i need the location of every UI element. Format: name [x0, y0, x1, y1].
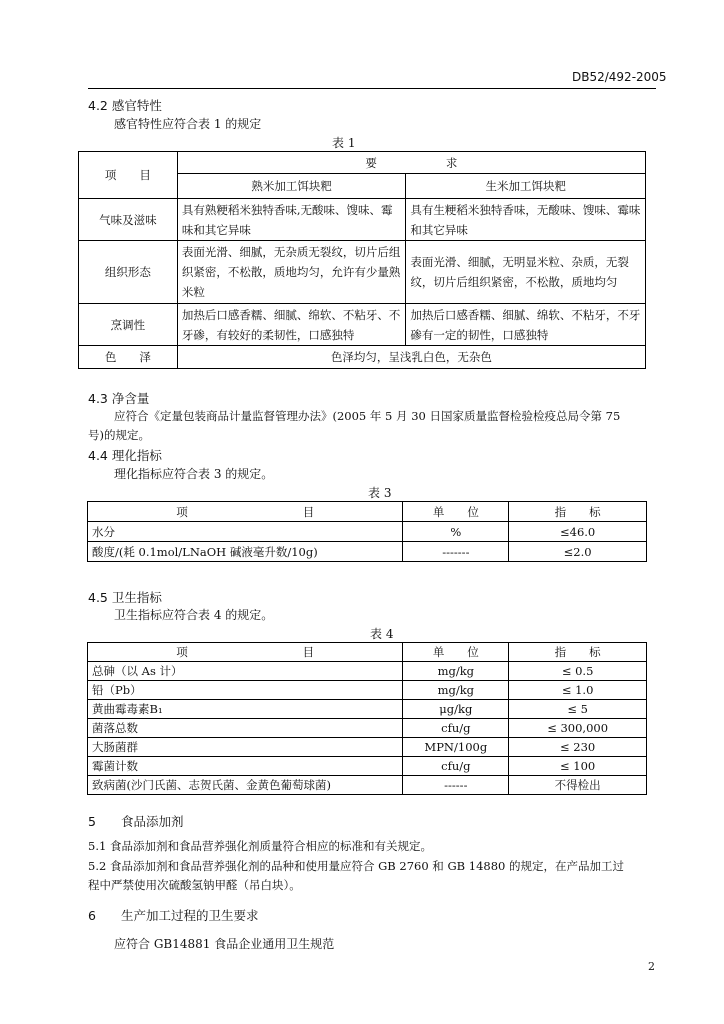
table4-cell-item: 霉菌计数	[88, 757, 403, 776]
section-4-4-intro: 理化指标应符合表 3 的规定。	[114, 467, 274, 481]
table-1	[78, 151, 646, 369]
table4-cell-unit: mg/kg	[403, 662, 509, 681]
section-5-1-text: 5.1 食品添加剂和食品营养强化剂质量符合相应的标准和有关规定。	[88, 839, 432, 853]
table4-cell-item: 致病菌(沙门氏菌、志贺氏菌、金黄色葡萄球菌)	[88, 776, 403, 795]
table4-cell-unit: MPN/100g	[403, 738, 509, 757]
table3-cell-unit: %	[403, 522, 509, 542]
table1-cell-raw: 加热后口感香糯、细腻、绵软、不粘牙，不牙碜有一定的韧性，口感独特	[406, 304, 646, 346]
table4-cell-unit: cfu/g	[403, 757, 509, 776]
table4-header-unit: 单 位	[403, 643, 509, 662]
table1-cell-color-requirement: 色泽均匀，呈浅乳白色，无杂色	[177, 346, 645, 369]
table1-header-cooked: 熟米加工饵块粑	[177, 174, 406, 199]
section-4-2-intro: 感官特性应符合表 1 的规定	[114, 117, 262, 131]
table1-cell-raw: 表面光滑、细腻，无明显米粒、杂质，无裂纹，切片后组织紧密，不松散，质地均匀	[406, 241, 646, 304]
table4-cell-value: ≤ 230	[509, 738, 647, 757]
section-6-text: 应符合 GB14881 食品企业通用卫生规范	[114, 937, 335, 951]
section-4-4-title: 4.4 理化指标	[88, 448, 162, 463]
table4-cell-unit: μg/kg	[403, 700, 509, 719]
table1-cell-raw: 具有生粳稻米独特香味，无酸味、馊味、霉味和其它异味	[406, 199, 646, 241]
page-number: 2	[648, 960, 655, 973]
table4-cell-value: ≤ 1.0	[509, 681, 647, 700]
table3-header-unit: 单 位	[403, 502, 509, 522]
section-4-3-title: 4.3 净含量	[88, 391, 150, 406]
section-4-5-intro: 卫生指标应符合表 4 的规定。	[114, 608, 274, 622]
table1-cell-cooked: 加热后口感香糯、细腻、绵软、不粘牙、不牙碜，有较好的柔韧性，口感独特	[177, 304, 406, 346]
table3-caption: 表 3	[368, 486, 392, 500]
table4-cell-item: 总砷（以 As 计）	[88, 662, 403, 681]
table4-cell-value: ≤ 100	[509, 757, 647, 776]
table4-cell-value: 不得检出	[509, 776, 647, 795]
section-4-3-text-line2: 号)的规定。	[88, 428, 150, 442]
table4-header-index: 指 标	[509, 643, 647, 662]
table1-cell-item: 气味及滋味	[79, 199, 178, 241]
document-code: DB52/492-2005	[572, 70, 667, 84]
table4-header-item: 项 目	[88, 643, 403, 662]
table1-header-requirement: 要 求	[177, 152, 645, 174]
table4-caption: 表 4	[370, 627, 394, 641]
table4-cell-item: 菌落总数	[88, 719, 403, 738]
table4-cell-unit: ------	[403, 776, 509, 795]
table1-header-raw: 生米加工饵块粑	[406, 174, 646, 199]
table3-cell-item: 酸度/(耗 0.1mol/LNaOH 碱液毫升数/10g)	[88, 542, 403, 562]
table4-cell-item: 大肠菌群	[88, 738, 403, 757]
header-rule	[88, 88, 656, 89]
table1-header-item: 项 目	[79, 152, 178, 199]
section-5-2-text-line1: 5.2 食品添加剂和食品营养强化剂的品种和使用量应符合 GB 2760 和 GB 14880 的规定，在产品加工过	[88, 859, 624, 873]
section-5-2-text-line2: 程中严禁使用次硫酸氢钠甲醛（吊白块）。	[88, 878, 301, 892]
section-4-2-title: 4.2 感官特性	[88, 98, 162, 113]
table3-cell-value: ≤2.0	[509, 542, 647, 562]
table-3	[87, 501, 647, 562]
table4-cell-value: ≤ 5	[509, 700, 647, 719]
table1-cell-item: 烹调性	[79, 304, 178, 346]
section-5-title: 5 食品添加剂	[88, 814, 184, 829]
section-4-5-title: 4.5 卫生指标	[88, 590, 162, 605]
table4-cell-unit: mg/kg	[403, 681, 509, 700]
table1-cell-cooked: 表面光滑、细腻，无杂质无裂纹，切片后组织紧密，不松散，质地均匀，允许有少量熟米粒	[177, 241, 406, 304]
table4-cell-item: 黄曲霉毒素B₁	[88, 700, 403, 719]
table3-header-item: 项 目	[88, 502, 403, 522]
table3-cell-value: ≤46.0	[509, 522, 647, 542]
table4-cell-unit: cfu/g	[403, 719, 509, 738]
table4-cell-item: 铅（Pb）	[88, 681, 403, 700]
table1-cell-item: 组织形态	[79, 241, 178, 304]
table1-cell-color-item: 色 泽	[79, 346, 178, 369]
table3-cell-item: 水分	[88, 522, 403, 542]
table4-cell-value: ≤ 300,000	[509, 719, 647, 738]
table1-cell-cooked: 具有熟粳稻米独特香味,无酸味、馊味、霉味和其它异味	[177, 199, 406, 241]
table4-cell-value: ≤ 0.5	[509, 662, 647, 681]
section-6-title: 6 生产加工过程的卫生要求	[88, 908, 259, 923]
table-4	[87, 642, 647, 795]
table1-caption: 表 1	[332, 136, 356, 150]
table3-header-index: 指 标	[509, 502, 647, 522]
section-4-3-text-line1: 应符合《定量包装商品计量监督管理办法》(2005 年 5 月 30 日国家质量监督检验检疫总局令第 75	[114, 409, 621, 423]
table3-cell-unit: -------	[403, 542, 509, 562]
